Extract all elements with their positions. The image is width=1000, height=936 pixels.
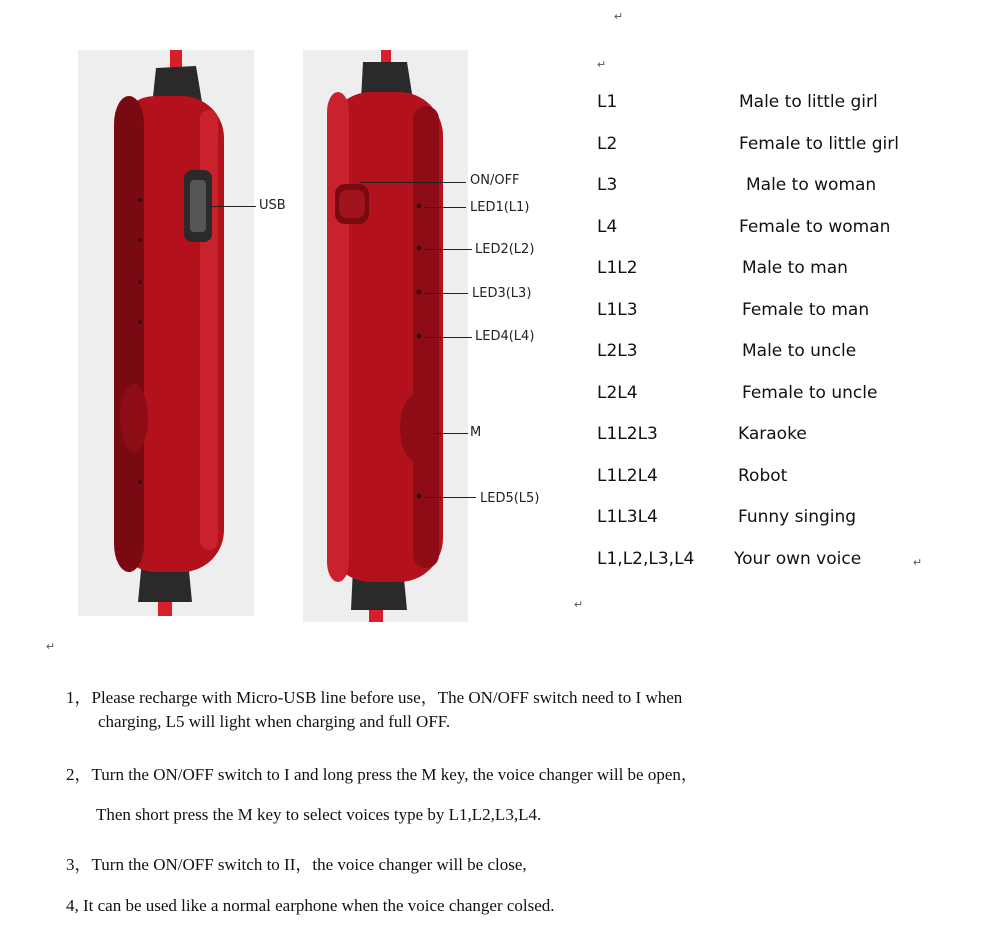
voice-mode-code: L1L3 [597,299,638,320]
paragraph-mark: ↵ [614,11,624,23]
voice-mode-row [597,341,957,371]
voice-mode-description: Male to man [742,258,848,278]
voice-mode-description: Female to uncle [742,382,878,403]
led1-callout: LED1(L1) [470,200,530,215]
voice-mode-code: L4 [597,216,618,237]
voice-mode-code: L2 [597,133,618,154]
instruction-step-3: 3，Turn the ON/OFF switch to II，the voice changer will be close, [66,855,527,874]
instruction-step-2-continued: Then short press the M key to select voices type by L1,L2,L3,L4. [96,805,542,824]
voice-mode-row [597,549,957,579]
led2-callout: LED2(L2) [475,242,535,257]
led5-leader-line [424,497,476,498]
led4-callout: LED4(L4) [475,329,535,344]
device-photo-usb-side [78,50,254,616]
voice-mode-description: Male to woman [746,175,877,195]
voice-mode-description: Male to little girl [739,92,878,112]
led3-callout: LED3(L3) [472,286,532,301]
voice-mode-code: L1L3L4 [597,507,658,527]
voice-mode-row [597,383,957,413]
instruction-step-1: 1，Please recharge with Micro-USB line before use，The ON/OFF switch need to I when [66,688,683,707]
paragraph-mark: ↵ [574,599,584,611]
voice-mode-code: L1 [597,92,618,112]
voice-mode-row [597,92,957,122]
voice-mode-description: Female to little girl [739,133,899,154]
voice-mode-row [597,134,957,164]
voice-mode-code: L2L4 [597,382,638,403]
voice-mode-description: Male to uncle [742,341,857,361]
usb-callout: USB [259,198,286,213]
led4-leader-line [424,337,472,338]
paragraph-mark: ↵ [46,641,56,653]
voice-mode-code: L1L2L3 [597,424,658,444]
voice-mode-row [597,217,957,247]
voice-mode-row [597,258,957,288]
led3-leader-line [424,293,468,294]
on-off-callout: ON/OFF [470,173,520,188]
usb-leader-line [212,206,256,207]
led1-leader-line [424,207,466,208]
voice-mode-row [597,507,957,537]
voice-mode-code: L1,L2,L3,L4 [597,548,695,569]
on-off-leader-line [360,182,466,183]
instruction-step-2: 2，Turn the ON/OFF switch to I and long press the M key, the voice changer will be open， [66,765,698,784]
voice-mode-description: Your own voice [734,548,862,569]
led2-leader-line [424,249,472,250]
voice-mode-description: Robot [738,465,788,486]
device-photo-control-side [303,50,468,622]
voice-mode-description: Female to woman [739,216,891,237]
voice-mode-code: L3 [597,175,618,195]
led5-callout: LED5(L5) [480,491,540,506]
m-key-leader-line [434,433,468,434]
voice-mode-row [597,175,957,205]
paragraph-mark: ↵ [913,557,923,569]
paragraph-mark: ↵ [597,59,607,71]
voice-mode-code: L1L2L4 [597,465,658,486]
voice-mode-row [597,424,957,454]
instruction-step-4: 4, It can be used like a normal earphone when the voice changer colsed. [66,896,555,915]
voice-mode-description: Female to man [742,299,870,320]
voice-mode-description: Karaoke [738,424,807,444]
m-key-callout: M [470,425,482,440]
voice-mode-description: Funny singing [738,507,857,527]
voice-mode-row [597,300,957,330]
voice-mode-code: L1L2 [597,258,638,278]
voice-mode-code: L2L3 [597,341,638,361]
instruction-step-1-continued: charging, L5 will light when charging and full OFF. [98,712,451,731]
voice-mode-row [597,466,957,496]
